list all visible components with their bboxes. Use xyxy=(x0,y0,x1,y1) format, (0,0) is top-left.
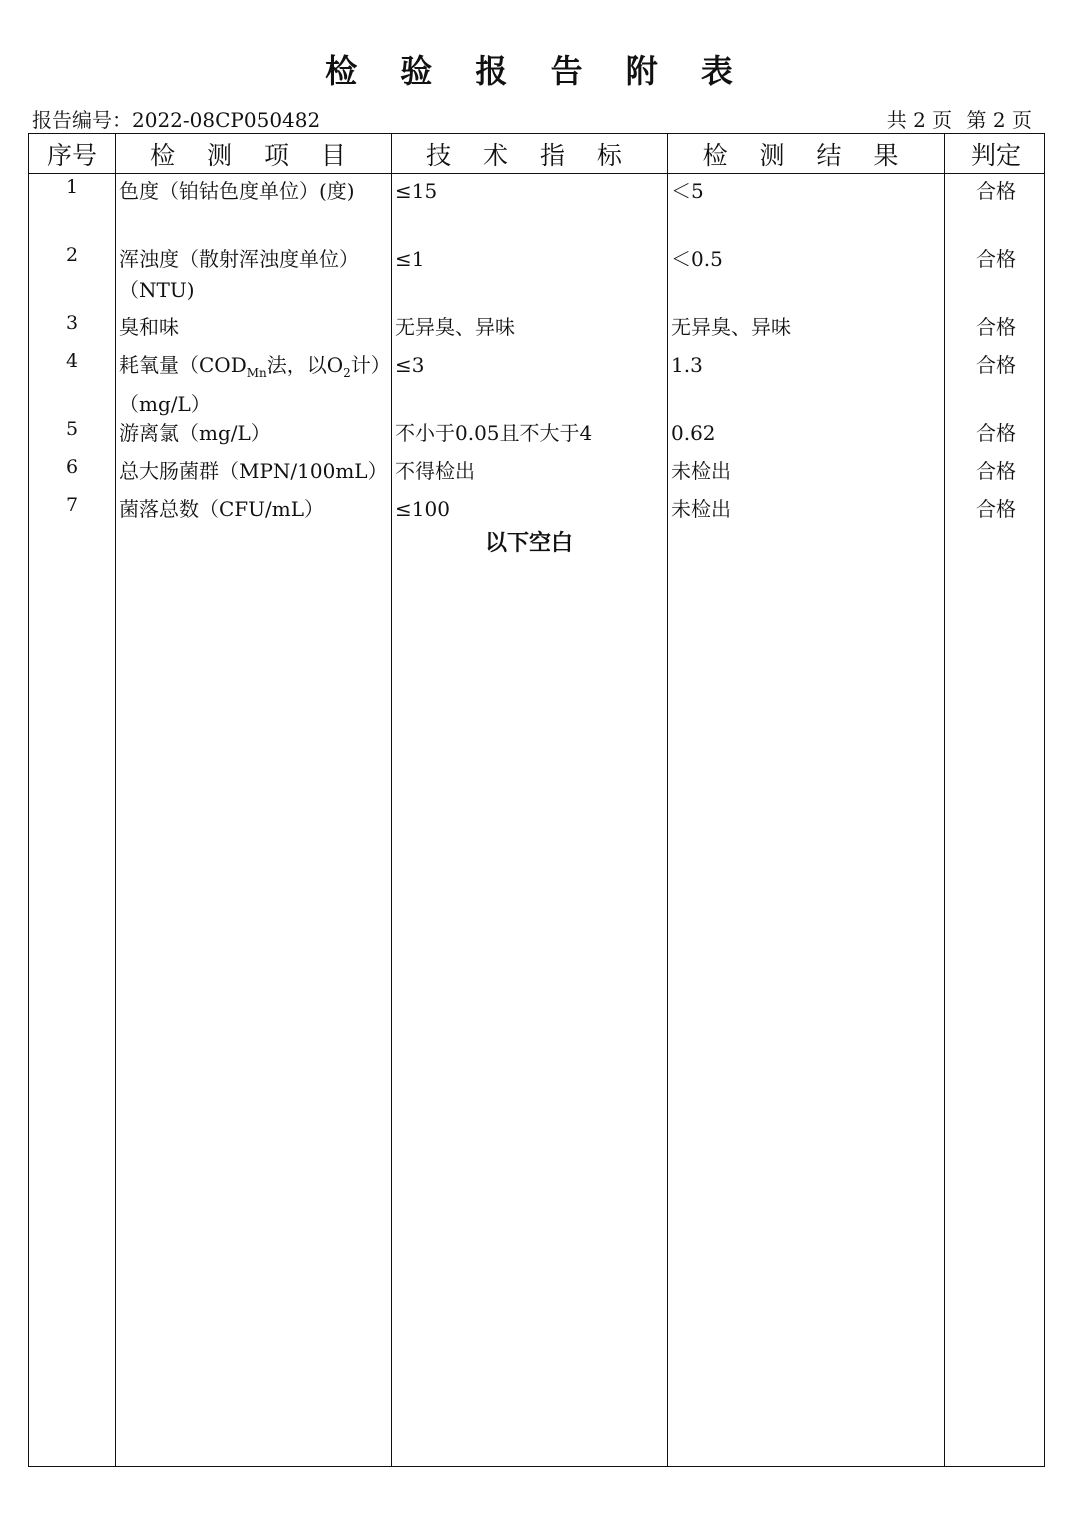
report-title: 检 验 报 告 附 表 xyxy=(325,52,749,90)
row-item-part: 耗氧量（COD xyxy=(119,353,247,377)
row-spec: 无异臭、异味 xyxy=(395,315,515,339)
row-number: 6 xyxy=(65,456,79,478)
row-item-subscript: Mn xyxy=(246,366,267,380)
column-divider xyxy=(667,134,668,1466)
row-number: 7 xyxy=(65,494,79,516)
row-result: 0.62 xyxy=(671,421,716,445)
row-result: ＜5 xyxy=(671,179,704,203)
row-item: 总大肠菌群（MPN/100mL） xyxy=(119,459,388,483)
row-item-part: 计）（mg/L） xyxy=(119,353,381,416)
results-table xyxy=(28,133,1045,1467)
column-divider xyxy=(944,134,945,1466)
row-spec: ≤100 xyxy=(395,497,450,521)
row-item-part: 法，以O xyxy=(266,353,344,377)
row-judgement: 合格 xyxy=(976,421,1016,445)
header-judge: 判定 xyxy=(970,141,1021,170)
row-item: 游离氯（mg/L） xyxy=(119,421,271,445)
row-item: 臭和味 xyxy=(119,315,179,339)
row-judgement: 合格 xyxy=(976,353,1016,377)
page-total: 共 2 页 xyxy=(886,108,953,132)
row-result: 未检出 xyxy=(671,497,731,521)
page-current: 第 2 页 xyxy=(966,108,1032,132)
column-divider xyxy=(115,134,116,1466)
row-spec: 不小于0.05且不大于4 xyxy=(395,421,593,445)
row-spec: ≤3 xyxy=(395,353,425,377)
row-judgement: 合格 xyxy=(976,315,1016,339)
header-spec: 技 术 指 标 xyxy=(426,141,634,170)
row-item-subscript: 2 xyxy=(343,366,351,380)
row-spec: 不得检出 xyxy=(395,459,475,483)
row-result: 无异臭、异味 xyxy=(671,315,791,339)
header-item: 检 测 项 目 xyxy=(150,141,358,170)
header-no: 序号 xyxy=(46,141,97,170)
row-spec: ≤1 xyxy=(395,247,425,271)
row-number: 1 xyxy=(65,176,79,198)
row-item: 菌落总数（CFU/mL） xyxy=(119,497,325,521)
row-number: 2 xyxy=(65,244,79,266)
row-judgement: 合格 xyxy=(976,459,1016,483)
row-judgement: 合格 xyxy=(976,497,1016,521)
row-item xyxy=(119,350,389,420)
report-number: 报告编号：2022-08CP050482 xyxy=(32,108,321,132)
row-number: 5 xyxy=(65,418,79,440)
header-result: 检 测 结 果 xyxy=(702,141,911,170)
row-number: 4 xyxy=(65,350,79,372)
row-item: 浑浊度（散射浑浊度单位）（NTU) xyxy=(119,247,359,302)
row-result: 1.3 xyxy=(671,353,703,377)
blank-below-note: 以下空白 xyxy=(484,531,573,556)
row-judgement: 合格 xyxy=(976,247,1016,271)
row-judgement: 合格 xyxy=(976,179,1016,203)
row-spec: ≤15 xyxy=(395,179,438,203)
row-result: 未检出 xyxy=(671,459,731,483)
page-indicator xyxy=(879,107,1032,133)
row-result: ＜0.5 xyxy=(671,247,723,271)
row-number: 3 xyxy=(65,312,79,334)
column-divider xyxy=(391,134,392,1466)
row-item: 色度（铂钴色度单位）(度) xyxy=(119,179,355,203)
